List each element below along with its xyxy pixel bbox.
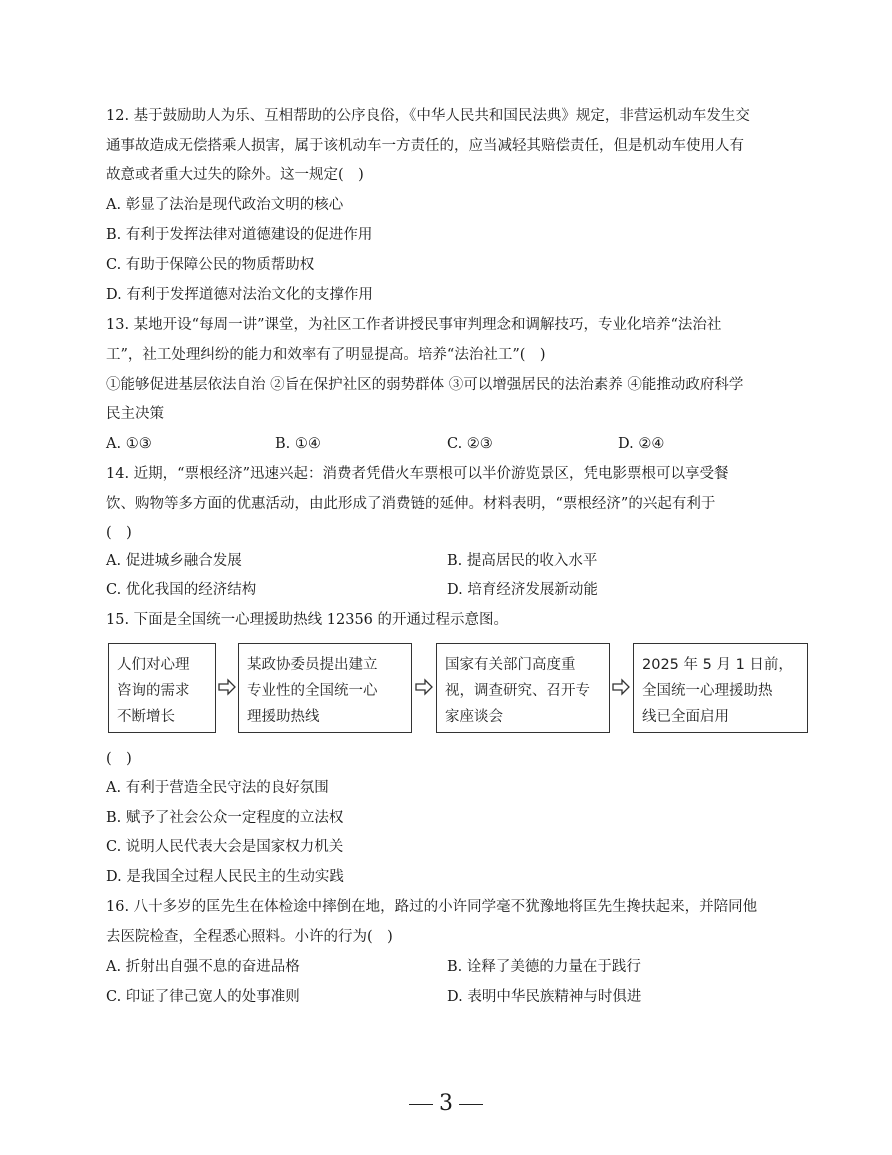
q16-option-b: B. 诠释了美德的力量在于践行 bbox=[447, 959, 641, 975]
flow-arrow-icon bbox=[218, 678, 236, 696]
q14-stem-line-3: ( ) bbox=[106, 525, 132, 541]
page-number bbox=[0, 1090, 892, 1118]
flow-step-4-line-3: 线已全面启用 bbox=[642, 709, 729, 725]
q14-stem-line-1: 14. 近期，“票根经济”迅速兴起：消费者凭借火车票根可以半价游览景区，凭电影票根可以享受餐 bbox=[106, 466, 729, 482]
q13-statements-line-1: ①能够促进基层依法自治 ②旨在保护社区的弱势群体 ③可以增强居民的法治素养 ④能推动政府科学 bbox=[106, 377, 744, 393]
q12-stem-line-3: 故意或者重大过失的除外。这一规定( ) bbox=[106, 167, 364, 183]
q16-option-c: C. 印证了律己宽人的处事准则 bbox=[106, 989, 300, 1005]
flow-step-3-line-2: 视，调查研究、召开专 bbox=[445, 683, 590, 699]
q15-option-b: B. 赋予了社会公众一定程度的立法权 bbox=[106, 810, 344, 826]
page-number-dash-left bbox=[409, 1104, 433, 1105]
q16-option-a: A. 折射出自强不息的奋进品格 bbox=[106, 959, 300, 975]
flow-step-1-line-2: 咨询的需求 bbox=[117, 683, 190, 699]
q13-option-a: A. ①③ bbox=[106, 436, 152, 452]
flow-step-4-line-2: 全国统一心理援助热 bbox=[642, 683, 773, 699]
q14-option-c: C. 优化我国的经济结构 bbox=[106, 582, 257, 598]
q13-option-d: D. ②④ bbox=[618, 436, 665, 452]
q13-stem-line-2: 工”，社工处理纠纷的能力和效率有了明显提高。培养“法治社工”( ) bbox=[106, 347, 546, 363]
q15-option-a: A. 有利于营造全民守法的良好氛围 bbox=[106, 780, 329, 796]
flow-step-4 bbox=[633, 643, 808, 733]
q12-stem-line-2: 通事故造成无偿搭乘人损害，属于该机动车一方责任的，应当减轻其赔偿责任，但是机动车使用人有 bbox=[106, 138, 744, 154]
q12-option-b: B. 有利于发挥法律对道德建设的促进作用 bbox=[106, 227, 373, 243]
q15-option-d: D. 是我国全过程人民民主的生动实践 bbox=[106, 869, 344, 885]
flow-step-2-line-3: 理援助热线 bbox=[247, 709, 320, 725]
flow-step-4-line-1: 2025 年 5 月 1 日前， bbox=[642, 657, 793, 673]
q13-option-b: B. ①④ bbox=[275, 436, 321, 452]
q15-intro: 15. 下面是全国统一心理援助热线 12356 的开通过程示意图。 bbox=[106, 612, 509, 628]
q16-stem-line-1: 16. 八十多岁的匡先生在体检途中摔倒在地，路过的小许同学毫不犹豫地将匡先生搀扶起来，并陪同他 bbox=[106, 899, 758, 915]
flow-step-3-line-3: 家座谈会 bbox=[445, 709, 503, 725]
q14-stem-line-2: 饮、购物等多方面的优惠活动，由此形成了消费链的延伸。材料表明，“票根经济”的兴起有利于 bbox=[106, 496, 716, 512]
q14-option-b: B. 提高居民的收入水平 bbox=[447, 553, 598, 569]
flow-step-1-line-1: 人们对心理 bbox=[117, 657, 190, 673]
flow-step-2-line-1: 某政协委员提出建立 bbox=[247, 657, 378, 673]
q13-option-c: C. ②③ bbox=[447, 436, 493, 452]
q16-stem-line-2: 去医院检查，全程悉心照料。小许的行为( ) bbox=[106, 929, 393, 945]
flow-step-1 bbox=[108, 643, 216, 733]
q13-statements-line-2: 民主决策 bbox=[106, 406, 164, 422]
q12-stem-line-1: 12. 基于鼓励助人为乐、互相帮助的公序良俗，《中华人民共和国民法典》规定，非营运机动车发生交 bbox=[106, 108, 750, 124]
flow-step-2-line-2: 专业性的全国统一心 bbox=[247, 683, 378, 699]
q12-option-c: C. 有助于保障公民的物质帮助权 bbox=[106, 257, 315, 273]
q12-option-a: A. 彰显了法治是现代政治文明的核心 bbox=[106, 197, 344, 213]
page-number-value: 3 bbox=[439, 1091, 453, 1116]
q14-option-d: D. 培育经济发展新动能 bbox=[447, 582, 598, 598]
q14-option-a: A. 促进城乡融合发展 bbox=[106, 553, 242, 569]
q15-answer-blank: ( ) bbox=[106, 751, 132, 767]
q16-option-d: D. 表明中华民族精神与时俱进 bbox=[447, 989, 642, 1005]
flow-step-3 bbox=[436, 643, 610, 733]
flow-arrow-icon bbox=[612, 678, 630, 696]
flow-arrow-icon bbox=[415, 678, 433, 696]
q13-stem-line-1: 13. 某地开设“每周一讲”课堂，为社区工作者讲授民事审判理念和调解技巧，专业化培养“法治社 bbox=[106, 317, 722, 333]
flow-step-3-line-1: 国家有关部门高度重 bbox=[445, 657, 576, 673]
q15-option-c: C. 说明人民代表大会是国家权力机关 bbox=[106, 839, 344, 855]
flow-step-2 bbox=[238, 643, 412, 733]
q12-option-d: D. 有利于发挥道德对法治文化的支撑作用 bbox=[106, 287, 373, 303]
flow-step-1-line-3: 不断增长 bbox=[117, 709, 175, 725]
page-number-dash-right bbox=[459, 1104, 483, 1105]
